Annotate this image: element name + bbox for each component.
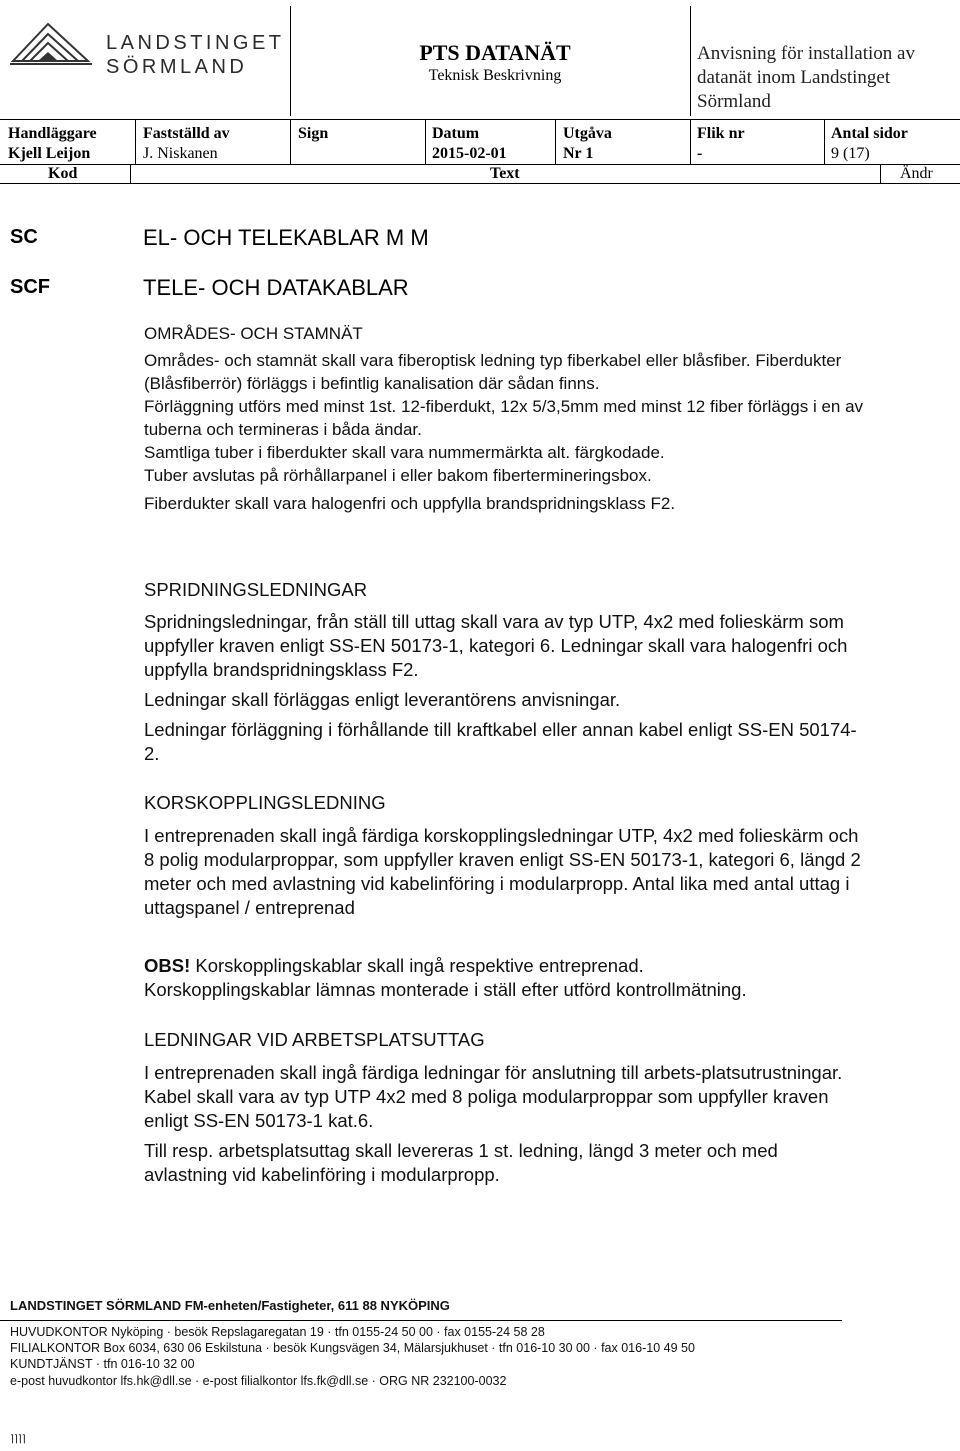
paragraph: I entreprenaden skall ingå färdiga korskopplingsledningar UTP, 4x2 med folieskärm och 8 polig modularproppar, som uppfyller kraven enligt SS-EN 50173-1, kategori 6, längd 2 meter och med avlastning vid kabelinföring i modularpropp. Antal lika med antal uttag i uttagspanel / entreprenad — [144, 825, 861, 918]
paragraph: Spridningsledningar, från ställ till uttag skall vara av typ UTP, 4x2 med folieskärm som uppfyller kraven enligt SS-EN 50173-1, kategori 6. Ledningar skall vara halogenfri och uppfylla brandspridningsklass F2. — [144, 611, 848, 680]
divider — [130, 164, 131, 184]
section-korskopplingsledning — [144, 791, 864, 1002]
paragraph: Till resp. arbetsplatsuttag skall levereras 1 st. ledning, längd 3 meter och med avlastning vid kabelinföring i modularpropp. — [144, 1140, 778, 1185]
document-subtitle: Teknisk Beskrivning — [428, 67, 562, 84]
document-title-block — [400, 40, 590, 86]
divider — [555, 119, 556, 165]
datum-value: 2015-02-01 — [432, 145, 507, 162]
andr-column-header: Ändr — [900, 165, 933, 182]
section-code-sc: SC — [10, 226, 38, 248]
section-omrades-stamnat — [144, 322, 864, 515]
section-arbetsplatsuttag — [144, 1028, 864, 1187]
utgava-value: Nr 1 — [563, 145, 594, 162]
section-heading-scf: TELE- OCH DATAKABLAR — [143, 275, 409, 300]
footer-line-kundtjanst: KUNDTJÄNST · tfn 016-10 32 00 — [10, 1357, 195, 1371]
paragraph: I entreprenaden skall ingå färdiga ledningar för anslutning till arbets-platsutrustningar. Kabel skall vara av typ UTP 4x2 med 8 poliga modularproppar som uppfyller kraven enligt SS-EN 50173-1 kat.6. — [144, 1062, 843, 1131]
divider — [0, 164, 960, 165]
paragraph: Korskopplingskablar lämnas monterade i ställ efter utförd kontrollmätning. — [144, 979, 747, 1000]
logo-line-2: SÖRMLAND — [106, 56, 248, 78]
divider — [0, 183, 960, 184]
obs-text: Korskopplingskablar skall ingå respektive entreprenad. — [190, 955, 644, 976]
subsection-title: KORSKOPPLINGSLEDNING — [144, 792, 386, 813]
document-header — [0, 0, 960, 186]
divider — [880, 164, 881, 184]
landstinget-logo — [8, 16, 288, 86]
divider — [135, 119, 136, 165]
divider — [425, 119, 426, 165]
flik-value: - — [697, 145, 703, 162]
kod-column-header: Kod — [48, 165, 78, 182]
utgava-label: Utgåva — [563, 125, 612, 142]
faststalld-label: Fastställd av — [143, 125, 230, 142]
divider — [290, 119, 291, 165]
subsection-title: LEDNINGAR VID ARBETSPLATSUTTAG — [144, 1029, 485, 1050]
landstinget-emblem-icon — [8, 16, 98, 86]
paragraph: Områdes- och stamnät skall vara fiberoptisk ledning typ fiberkabel eller blåsfiber. Fiberdukter (Blåsfiberrör) förläggs i befintlig kanalisation där sådan finns. — [144, 351, 842, 393]
antal-sidor-value: 9 (17) — [831, 145, 870, 162]
sign-label: Sign — [298, 125, 329, 142]
paragraph: Samtliga tuber i fiberdukter skall vara nummermärkta alt. färgkodade. — [144, 443, 665, 462]
handlaggare-label: Handläggare — [8, 125, 97, 142]
footer-line-epost: e-post huvudkontor lfs.hk@dll.se · e-post filialkontor lfs.fk@dll.se · ORG NR 232100-0032 — [10, 1374, 507, 1388]
paragraph: Fiberdukter skall vara halogenfri och uppfylla brandspridningsklass F2. — [144, 494, 676, 513]
section-heading-sc: EL- OCH TELEKABLAR M M — [143, 225, 429, 250]
faststalld-value: J. Niskanen — [143, 145, 218, 162]
subsection-title: OMRÅDES- OCH STAMNÄT — [144, 324, 363, 343]
paragraph: Ledningar skall förläggas enligt leverantörens anvisningar. — [144, 689, 621, 710]
divider — [824, 119, 825, 165]
obs-label: OBS! — [144, 955, 191, 976]
footer-mark: ⌉⌉⌉⌉ — [10, 1434, 26, 1445]
paragraph: Ledningar förläggning i förhållande till kraftkabel eller annan kabel enligt SS-EN 50174-2. — [144, 719, 857, 764]
footer-organization: LANDSTINGET SÖRMLAND FM-enheten/Fastigheter, 611 88 NYKÖPING — [10, 1298, 450, 1313]
divider — [0, 119, 960, 120]
footer-line-filialkontor: FILIALKONTOR Box 6034, 630 06 Eskilstuna · besök Kungsvägen 34, Mälarsjukhuset · tfn 016-10 30 00 · fax 016-10 49 50 — [10, 1341, 695, 1355]
obs-note — [144, 954, 864, 978]
paragraph: Tuber avslutas på rörhållarpanel i eller bakom fibertermineringsbox. — [144, 466, 652, 485]
divider — [690, 6, 691, 116]
footer-divider — [0, 1320, 842, 1321]
text-column-header: Text — [490, 165, 520, 182]
paragraph: Förläggning utförs med minst 1st. 12-fiberdukt, 12x 5/3,5mm med minst 12 fiber förläggs i en av tuberna och termineras i båda ändar. — [144, 397, 864, 439]
logo-line-1: LANDSTINGET — [106, 32, 285, 54]
section-spridningsledningar — [144, 578, 864, 766]
divider — [290, 6, 291, 116]
divider — [690, 119, 691, 165]
flik-label: Flik nr — [697, 125, 745, 142]
document-title: PTS DATANÄT — [419, 40, 571, 65]
subsection-title: SPRIDNINGSLEDNINGAR — [144, 579, 368, 600]
handlaggare-value: Kjell Leijon — [8, 145, 91, 162]
antal-sidor-label: Antal sidor — [831, 125, 908, 142]
document-description: Anvisning för installation av datanät inom Landstinget Sörmland — [697, 43, 915, 112]
datum-label: Datum — [432, 125, 480, 142]
footer-line-huvudkontor: HUVUDKONTOR Nyköping · besök Repslagaregatan 19 · tfn 0155-24 50 00 · fax 0155-24 58 28 — [10, 1325, 545, 1339]
section-code-scf: SCF — [10, 276, 50, 298]
